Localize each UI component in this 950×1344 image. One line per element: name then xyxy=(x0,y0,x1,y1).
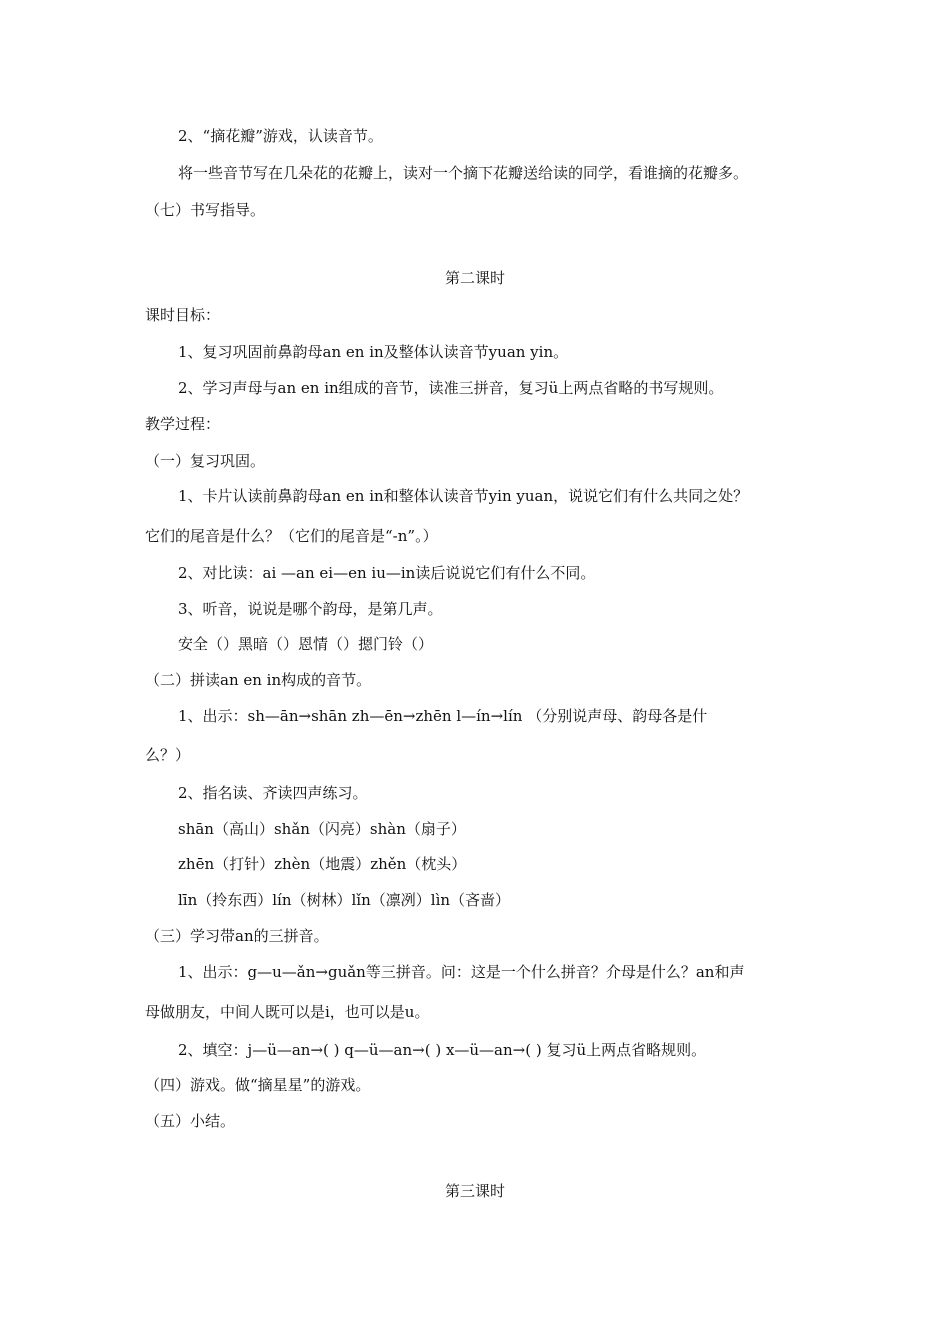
review-item-2: 2、对比读：ai —an ei—en iu—in读后说说它们有什么不同。 xyxy=(178,564,596,582)
section-4-game: （四）游戏。做“摘星星”的游戏。 xyxy=(145,1076,371,1094)
review-item-1: 1、卡片认读前鼻韵母an en in和整体认读音节yin yuan，说说它们有什么共同之处？ xyxy=(178,487,749,505)
section-5-summary: （五）小结。 xyxy=(145,1112,236,1130)
spelling-item-2: 2、指名读、齐读四声练习。 xyxy=(178,784,368,802)
objectives-heading: 课时目标： xyxy=(145,306,221,324)
section-1-review: （一）复习巩固。 xyxy=(145,452,266,470)
spelling-item-1-continued: 么？） xyxy=(145,746,191,764)
objective-1: 1、复习巩固前鼻韵母an en in及整体认读音节yuan yin。 xyxy=(178,343,569,361)
spelling-item-1: 1、出示：sh—ān→shān zh—ēn→zhēn l—ín→lín （分别说声母、韵母各是什 xyxy=(178,707,708,725)
triple-item-1-continued: 母做朋友，中间人既可以是i，也可以是u。 xyxy=(145,1003,430,1021)
lesson-2-heading: 第二课时 xyxy=(444,269,505,287)
section-7-writing-guidance: （七）书写指导。 xyxy=(145,201,266,219)
triple-item-1: 1、出示：g—u—ǎn→guǎn等三拼音。问：这是一个什么拼音？介母是什么？an和声 xyxy=(178,963,745,981)
game-description: 将一些音节写在几朵花的花瓣上，读对一个摘下花瓣送给读的同学，看谁摘的花瓣多。 xyxy=(178,164,749,182)
tone-practice-shan: shān（高山）shǎn（闪亮）shàn（扇子） xyxy=(178,820,466,838)
section-2-spelling: （二）拼读an en in构成的音节。 xyxy=(145,671,372,689)
lesson-3-heading: 第三课时 xyxy=(444,1182,505,1200)
review-words: 安全（）黑暗（）恩情（）摁门铃（） xyxy=(178,635,434,653)
objective-2: 2、学习声母与an en in组成的音节，读准三拼音，复习ü上两点省略的书写规则。 xyxy=(178,379,724,397)
tone-practice-lin: līn（拎东西）lín（树林）lǐn（凛冽）lìn（吝啬） xyxy=(178,891,511,909)
game-item-pick-petals: 2、“摘花瓣”游戏，认读音节。 xyxy=(178,127,383,145)
review-item-3: 3、听音，说说是哪个韵母，是第几声。 xyxy=(178,600,443,618)
tone-practice-zhen: zhēn（打针）zhèn（地震）zhěn（枕头） xyxy=(178,855,467,873)
section-3-triple-spelling: （三）学习带an的三拼音。 xyxy=(145,927,329,945)
review-item-1-continued: 它们的尾音是什么？（它们的尾音是“-n”。） xyxy=(145,527,438,545)
process-heading: 教学过程： xyxy=(145,415,221,433)
triple-item-2: 2、填空：j—ü—an→( ) q—ü—an→( ) x—ü—an→( ) 复习ü上两点省略规则。 xyxy=(178,1041,707,1059)
